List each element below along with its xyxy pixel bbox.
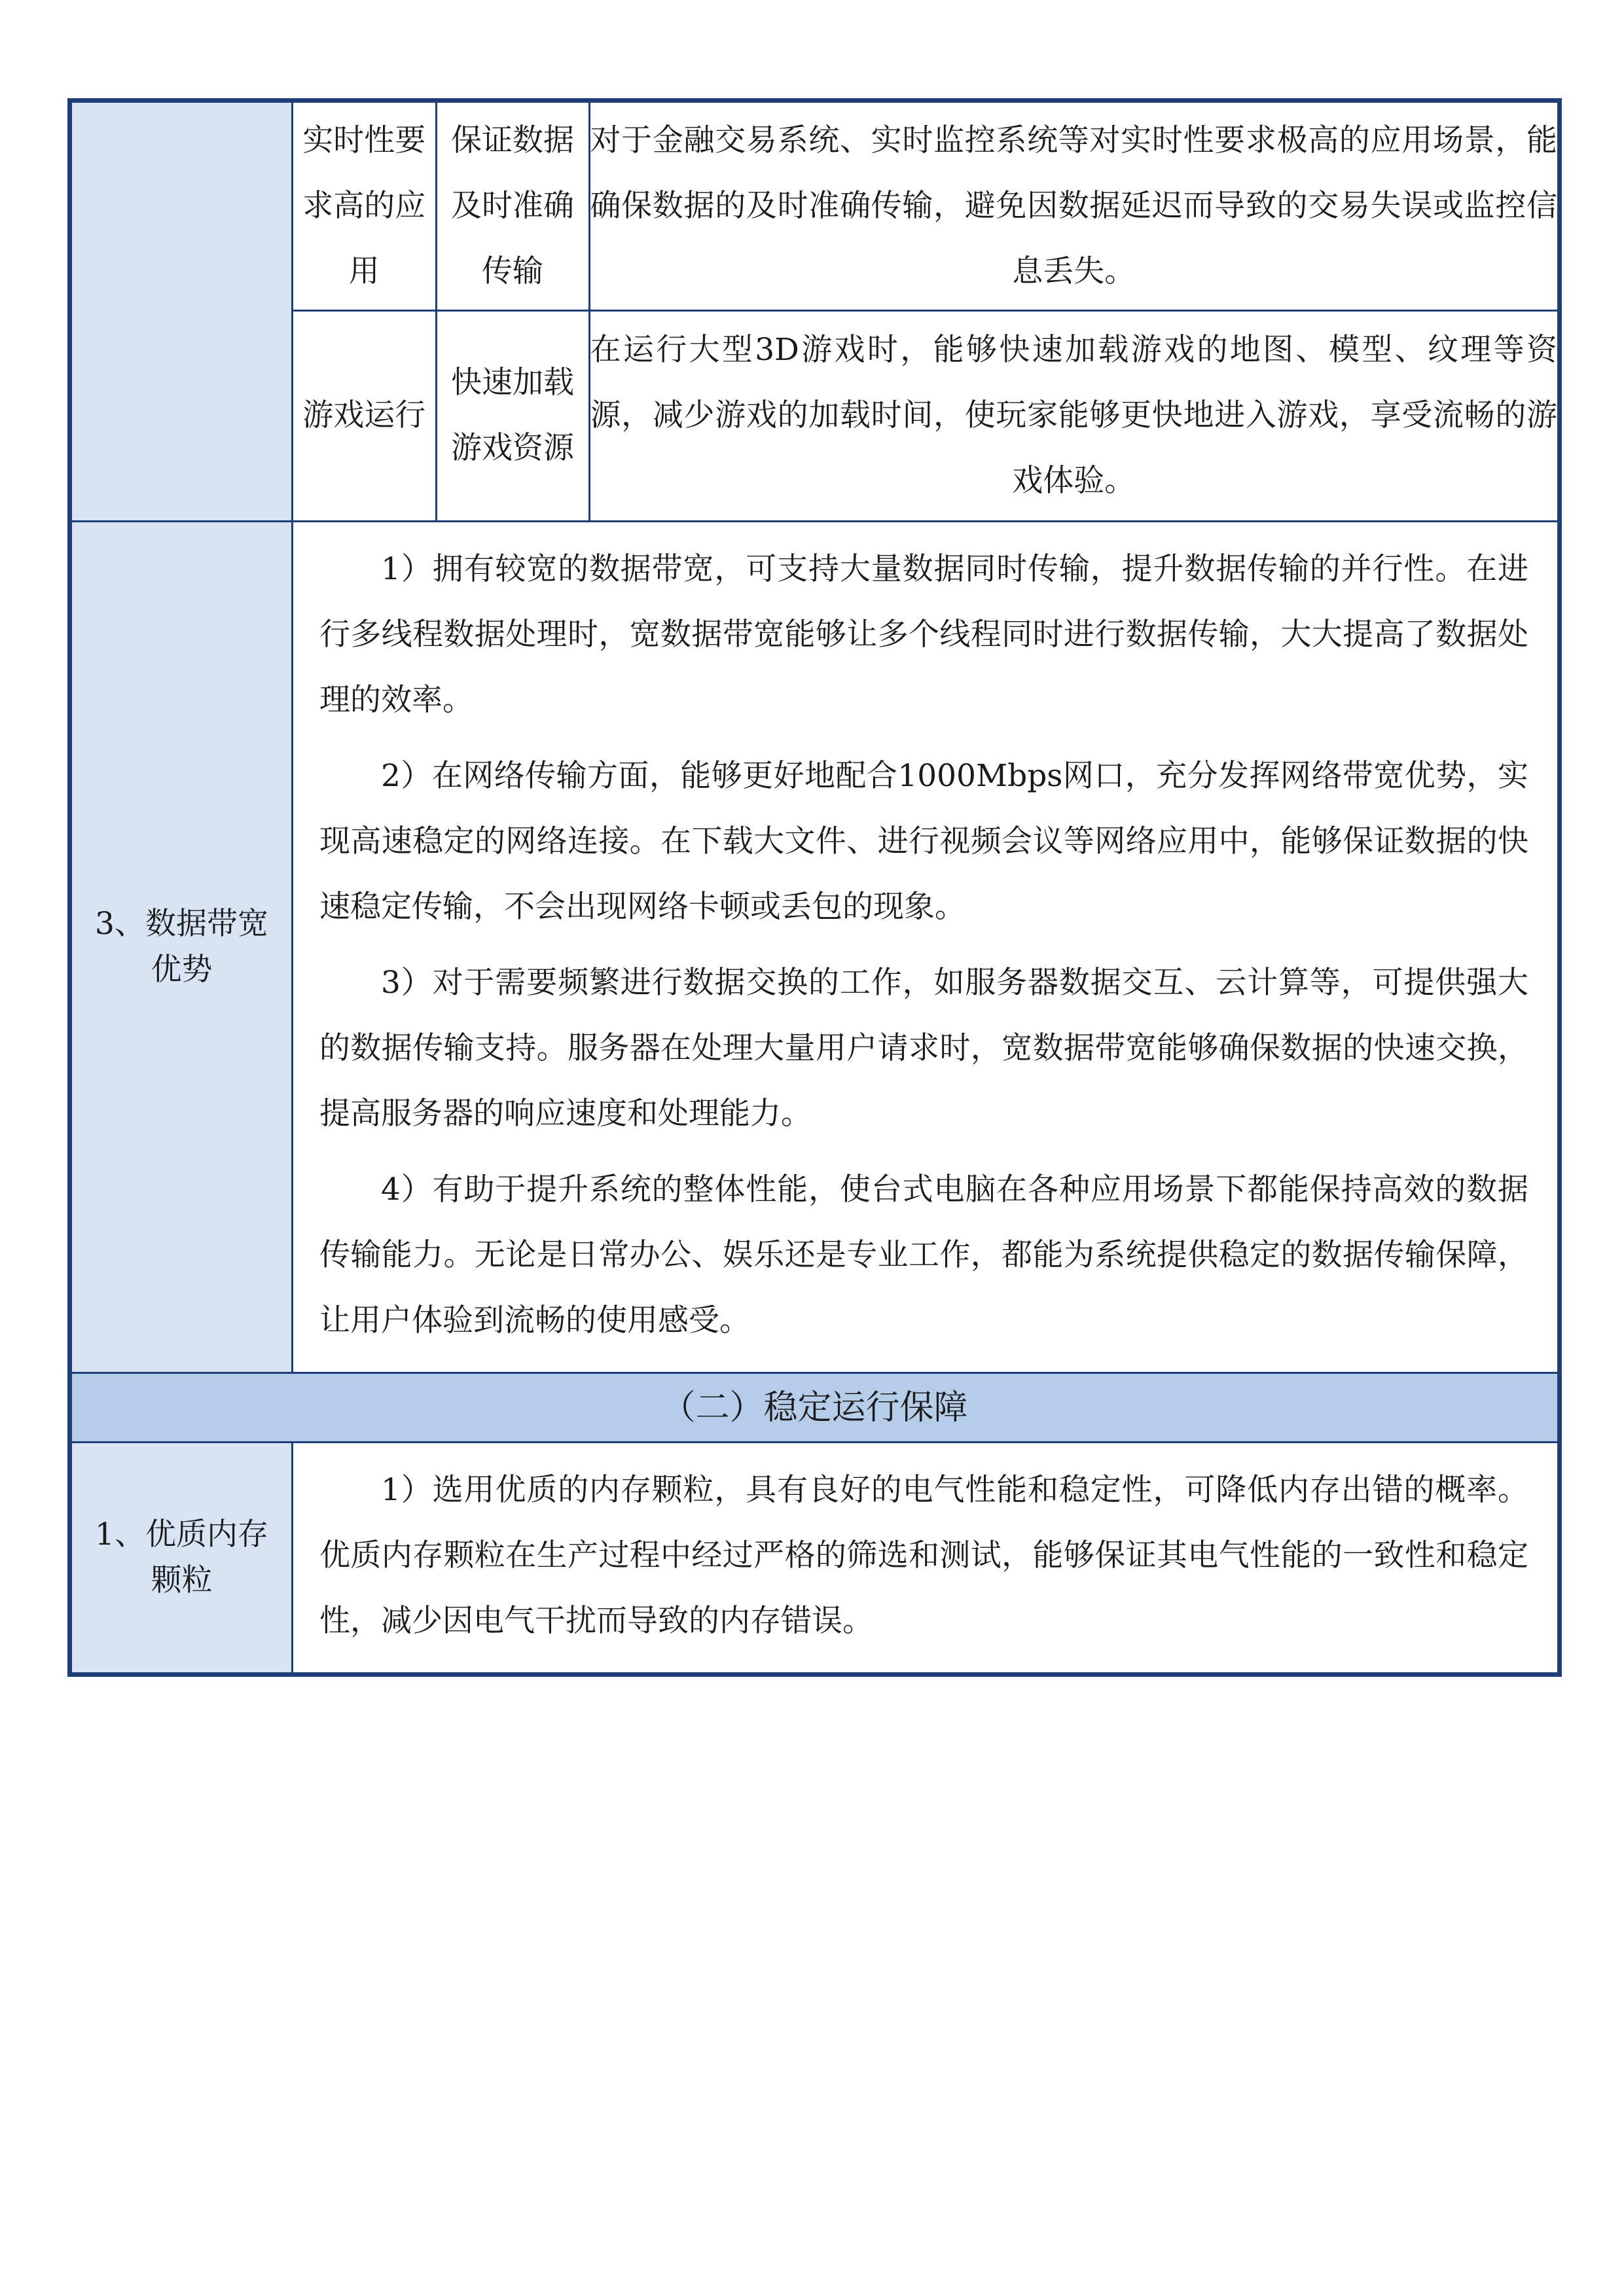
table-row (70, 1443, 1560, 1675)
section-title: （二）稳定运行保障 (70, 1373, 1560, 1443)
bandwidth-label-cell (70, 522, 293, 1373)
application-scenarios-cell (293, 101, 1560, 522)
memory-content-cell (293, 1443, 1560, 1675)
effect-cell: 快速加载游戏资源 (436, 310, 589, 520)
table-row (293, 310, 1557, 520)
table-row (70, 1373, 1560, 1443)
application-scenarios-table (293, 103, 1557, 520)
memory-label: 1、优质内存颗粒 (95, 1516, 268, 1598)
paragraph: 3）对于需要频繁进行数据交换的工作，如服务器数据交互、云计算等，可提供强大的数据传输支持。服务器在处理大量用户请求时，宽数据带宽能够确保数据的快速交换，提高服务器的响应速度和处理能力。 (319, 965, 1528, 1132)
effect-cell: 保证数据及时准确传输 (436, 103, 589, 310)
description-cell: 在运行大型3D游戏时，能够快速加载游戏的地图、模型、纹理等资源，减少游戏的加载时间，使玩家能够更快地进入游戏，享受流畅的游戏体验。 (589, 310, 1557, 520)
scenario-cell: 实时性要求高的应用 (293, 103, 436, 310)
spec-table (67, 98, 1562, 1677)
paragraph: 2）在网络传输方面，能够更好地配合1000Mbps网口，充分发挥网络带宽优势，实现高速稳定的网络连接。在下载大文件、进行视频会议等网络应用中，能够保证数据的快速稳定传输，不会出现网络卡顿或丢包的现象。 (319, 758, 1528, 925)
paragraph: 1）拥有较宽的数据带宽，可支持大量数据同时传输，提升数据传输的并行性。在进行多线程数据处理时，宽数据带宽能够让多个线程同时进行数据传输，大大提高了数据处理的效率。 (319, 551, 1528, 718)
table-row (70, 101, 1560, 522)
bandwidth-label: 3、数据带宽优势 (95, 906, 268, 988)
table-row (293, 103, 1557, 310)
table-row (70, 522, 1560, 1373)
memory-label-cell (70, 1443, 293, 1675)
bandwidth-content-cell (293, 522, 1560, 1373)
paragraph: 1）选用优质的内存颗粒，具有良好的电气性能和稳定性，可降低内存出错的概率。优质内存颗粒在生产过程中经过严格的筛选和测试，能够保证其电气性能的一致性和稳定性，减少因电气干扰而导致的内存错误。 (319, 1472, 1528, 1639)
paragraph: 4）有助于提升系统的整体性能，使台式电脑在各种应用场景下都能保持高效的数据传输能力。无论是日常办公、娱乐还是专业工作，都能为系统提供稳定的数据传输保障，让用户体验到流畅的使用感受。 (319, 1172, 1528, 1338)
empty-label-cell (70, 101, 293, 522)
description-cell: 对于金融交易系统、实时监控系统等对实时性要求极高的应用场景，能确保数据的及时准确传输，避免因数据延迟而导致的交易失误或监控信息丢失。 (589, 103, 1557, 310)
scenario-cell: 游戏运行 (293, 310, 436, 520)
